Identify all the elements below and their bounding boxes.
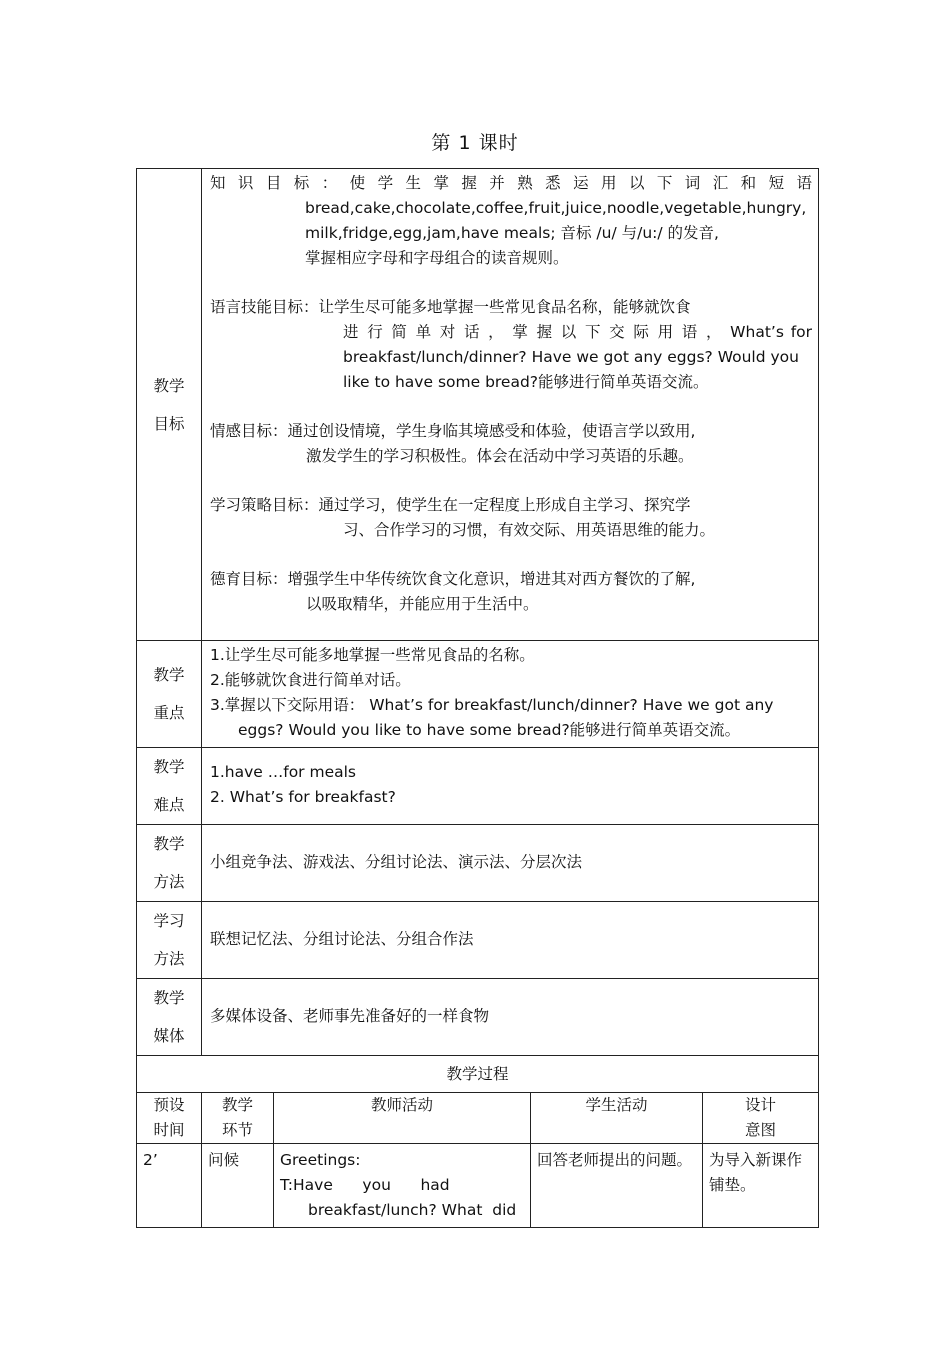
process-header-row [137, 1093, 819, 1144]
row-time: 2’ [137, 1144, 202, 1228]
teaching-methods-label [137, 825, 202, 902]
header-time-line1: 预设 [153, 1096, 185, 1114]
key-points-row [137, 641, 819, 748]
key-point-item: 1.让学生尽可能多地掌握一些常见食品的名称。 [210, 646, 535, 664]
header-design-line2: 意图 [745, 1121, 777, 1139]
difficulties-label [137, 748, 202, 825]
learning-methods-row [137, 902, 819, 979]
media-label [137, 979, 202, 1056]
process-title-row [137, 1056, 819, 1093]
row-design: 为导入新课作铺垫。 [703, 1144, 819, 1228]
objectives-label-line1: 教学 [153, 376, 185, 395]
difficulties-row [137, 748, 819, 825]
header-student: 学生活动 [531, 1093, 703, 1144]
learning-methods-label-line2: 方法 [153, 950, 185, 968]
strategy-line: 习、合作学习的习惯，有效交际、用英语思维的能力。 [343, 521, 716, 539]
strategy-line: 学习策略目标：通过学习，使学生在一定程度上形成自主学习、探究学 [210, 496, 691, 514]
header-design [703, 1093, 819, 1144]
media-row [137, 979, 819, 1056]
teaching-methods-label-line2: 方法 [153, 873, 185, 891]
key-points-label [137, 641, 202, 748]
row-stage: 问候 [202, 1144, 274, 1228]
header-stage [202, 1093, 274, 1144]
teaching-methods-text: 小组竞争法、游戏法、分组讨论法、演示法、分层次法 [202, 825, 819, 902]
lesson-plan-table [136, 168, 819, 1228]
difficulty-item: 2. What’s for breakfast? [210, 788, 396, 806]
page-title: 第 1 课时 [431, 132, 519, 154]
header-design-line1: 设计 [745, 1096, 777, 1114]
moral-line: 以吸取精华，并能应用于生活中。 [306, 595, 539, 613]
key-points-label-line1: 教学 [153, 666, 185, 684]
row-teacher [274, 1144, 531, 1228]
row-teacher-line: breakfast/lunch? What did [308, 1201, 517, 1219]
media-label-line1: 教学 [153, 989, 185, 1007]
difficulties-label-line2: 难点 [153, 796, 185, 814]
learning-methods-label [137, 902, 202, 979]
key-point-item: 3.掌握以下交际用语： What’s for breakfast/lunch/dinner? Have we got any [210, 696, 774, 714]
skills-line: 进 行 简 单 对 话 ， 掌 握 以 下 交 际 用 语 ， What’s for [343, 323, 813, 341]
knowledge-line: 掌握相应字母和字母组合的读音规则。 [305, 249, 569, 267]
skills-line: 语言技能目标：让学生尽可能多地掌握一些常见食品名称，能够就饮食 [210, 298, 691, 316]
row-teacher-line: T:Have you had [280, 1176, 450, 1194]
header-time [137, 1093, 202, 1144]
header-time-line2: 时间 [153, 1121, 185, 1139]
knowledge-line: 知 识 目 标 ： 使 学 生 掌 握 并 熟 悉 运 用 以 下 词 汇 和 短 语 [210, 174, 813, 192]
process-title: 教学过程 [137, 1056, 819, 1093]
header-teacher: 教师活动 [274, 1093, 531, 1144]
skills-line: breakfast/lunch/dinner? Have we got any eggs? Would you [343, 348, 799, 366]
moral-line: 德育目标：增强学生中华传统饮食文化意识，增进其对西方餐饮的了解, [210, 570, 696, 588]
key-points-label-line2: 重点 [153, 704, 185, 722]
process-row [137, 1144, 819, 1228]
objectives-content [202, 169, 819, 641]
learning-methods-text: 联想记忆法、分组讨论法、分组合作法 [202, 902, 819, 979]
learning-methods-label-line1: 学习 [153, 912, 185, 930]
row-student: 回答老师提出的问题。 [531, 1144, 703, 1228]
media-text: 多媒体设备、老师事先准备好的一样食物 [202, 979, 819, 1056]
teaching-methods-label-line1: 教学 [153, 835, 185, 853]
emotion-line: 情感目标：通过创设情境，学生身临其境感受和体验，使语言学以致用, [210, 422, 696, 440]
header-stage-line1: 教学 [221, 1096, 253, 1114]
difficulties-label-line1: 教学 [153, 758, 185, 776]
header-stage-line2: 环节 [221, 1121, 253, 1139]
row-teacher-line: Greetings: [280, 1151, 361, 1169]
media-label-line2: 媒体 [153, 1027, 185, 1045]
objectives-row [137, 169, 819, 641]
skills-line: like to have some bread?能够进行简单英语交流。 [343, 373, 709, 391]
key-points-content [202, 641, 819, 748]
objectives-label-line2: 目标 [153, 414, 185, 433]
knowledge-line: milk,fridge,egg,jam,have meals; 音标 /u/ 与/u:/ 的发音, [305, 224, 719, 242]
objectives-label [137, 169, 202, 641]
knowledge-line: bread,cake,chocolate,coffee,fruit,juice,noodle,vegetable,hungry, [305, 199, 807, 217]
difficulty-item: 1.have …for meals [210, 763, 357, 781]
emotion-line: 激发学生的学习积极性。体会在活动中学习英语的乐趣。 [306, 447, 694, 465]
difficulties-content [202, 748, 819, 825]
key-point-item: eggs? Would you like to have some bread?能够进行简单英语交流。 [238, 721, 741, 739]
teaching-methods-row [137, 825, 819, 902]
key-point-item: 2.能够就饮食进行简单对话。 [210, 671, 411, 689]
